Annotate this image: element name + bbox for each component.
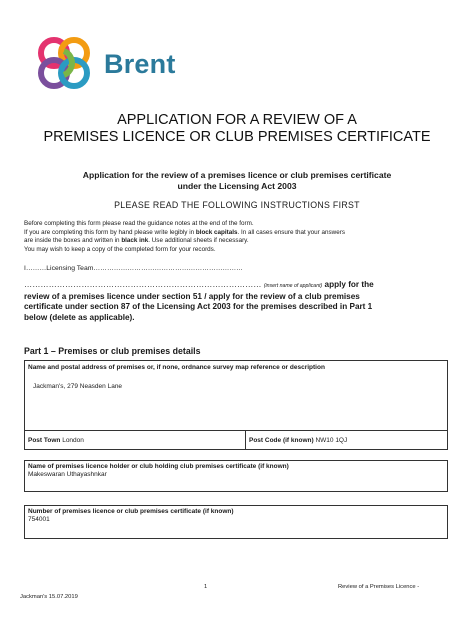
licence-number-box[interactable]	[24, 505, 448, 539]
subtitle-line-2: under the Licensing Act 2003	[177, 181, 297, 191]
cell-divider	[245, 431, 246, 449]
post-code-cell[interactable]	[249, 431, 347, 449]
note-3	[24, 237, 454, 246]
note-2	[24, 229, 454, 238]
post-town-value[interactable]: London	[62, 436, 84, 444]
note-3-text: are inside the boxes and written in	[24, 237, 122, 245]
logo-text: Brent	[104, 48, 176, 79]
brent-logo	[34, 34, 176, 94]
licence-number-label: Number of premises licence or club premises certificate (if known)	[28, 508, 234, 515]
applicant-line[interactable]: I………Licensing Team…………………………………………………………	[24, 265, 243, 272]
declaration-line-1	[24, 280, 452, 292]
title-line-2: PREMISES LICENCE OR CLUB PREMISES CERTIFICATE	[43, 129, 431, 145]
declaration-text-1: apply for the	[322, 280, 374, 289]
declaration-dots[interactable]: ……………………………………………………………………………	[24, 280, 262, 289]
post-code-value[interactable]: NW10 1QJ	[315, 436, 348, 444]
instructions-heading: PLEASE READ THE FOLLOWING INSTRUCTIONS FIRST	[114, 200, 360, 210]
footer-left: Jackman's 15.07.2019	[20, 594, 78, 600]
premises-address-value[interactable]: Jackman's, 279 Neasden Lane	[33, 383, 123, 390]
note-3-tail: . Use additional sheets if necessary.	[148, 237, 249, 245]
post-code-label: Post Code (if known)	[249, 436, 314, 444]
declaration-line-2: review of a premises licence under section 51 / apply for the review of a club premises	[24, 291, 360, 301]
licence-holder-label: Name of premises licence holder or club holding club premises certificate (if known)	[28, 463, 289, 470]
footer-right: Review of a Premises Licence -	[338, 584, 420, 590]
declaration-line-4: below (delete as applicable).	[24, 312, 135, 322]
licence-holder-box[interactable]	[24, 460, 448, 492]
note-3-bold: black ink	[121, 237, 149, 245]
insert-applicant-hint: (insert name of applicant)	[263, 283, 323, 289]
post-town-label: Post Town	[28, 436, 61, 444]
instructions-notes	[24, 220, 454, 254]
licence-holder-value[interactable]: Makeswaran Uthayashnkar	[28, 471, 107, 478]
part1-heading: Part 1 – Premises or club premises details	[24, 346, 201, 356]
note-2-tail: . In all cases ensure that your answers	[237, 228, 345, 236]
note-2-text: If you are completing this form by hand please write legibly in	[24, 228, 196, 236]
note-4: You may wish to keep a copy of the completed form for your records.	[24, 245, 216, 253]
page-title	[0, 112, 474, 146]
brent-logo-icon	[34, 35, 100, 93]
note-1: Before completing this form please read the guidance notes at the end of the form.	[24, 220, 254, 227]
note-2-bold: block capitals	[195, 228, 238, 236]
title-line-1: APPLICATION FOR A REVIEW OF A	[117, 112, 357, 128]
subtitle	[0, 170, 474, 192]
post-town-cell[interactable]	[28, 431, 84, 449]
premises-address-label: Name and postal address of premises or, if none, ordnance survey map reference or description	[28, 364, 325, 371]
licence-number-value[interactable]: 754001	[28, 516, 50, 523]
page-number: 1	[204, 584, 208, 590]
subtitle-line-1: Application for the review of a premises licence or club premises certificate	[82, 170, 392, 180]
declaration-line-3: certificate under section 87 of the Licensing Act 2003 for the premises described in Part 1	[24, 302, 373, 312]
declaration	[24, 280, 452, 323]
post-details-row	[24, 430, 448, 450]
